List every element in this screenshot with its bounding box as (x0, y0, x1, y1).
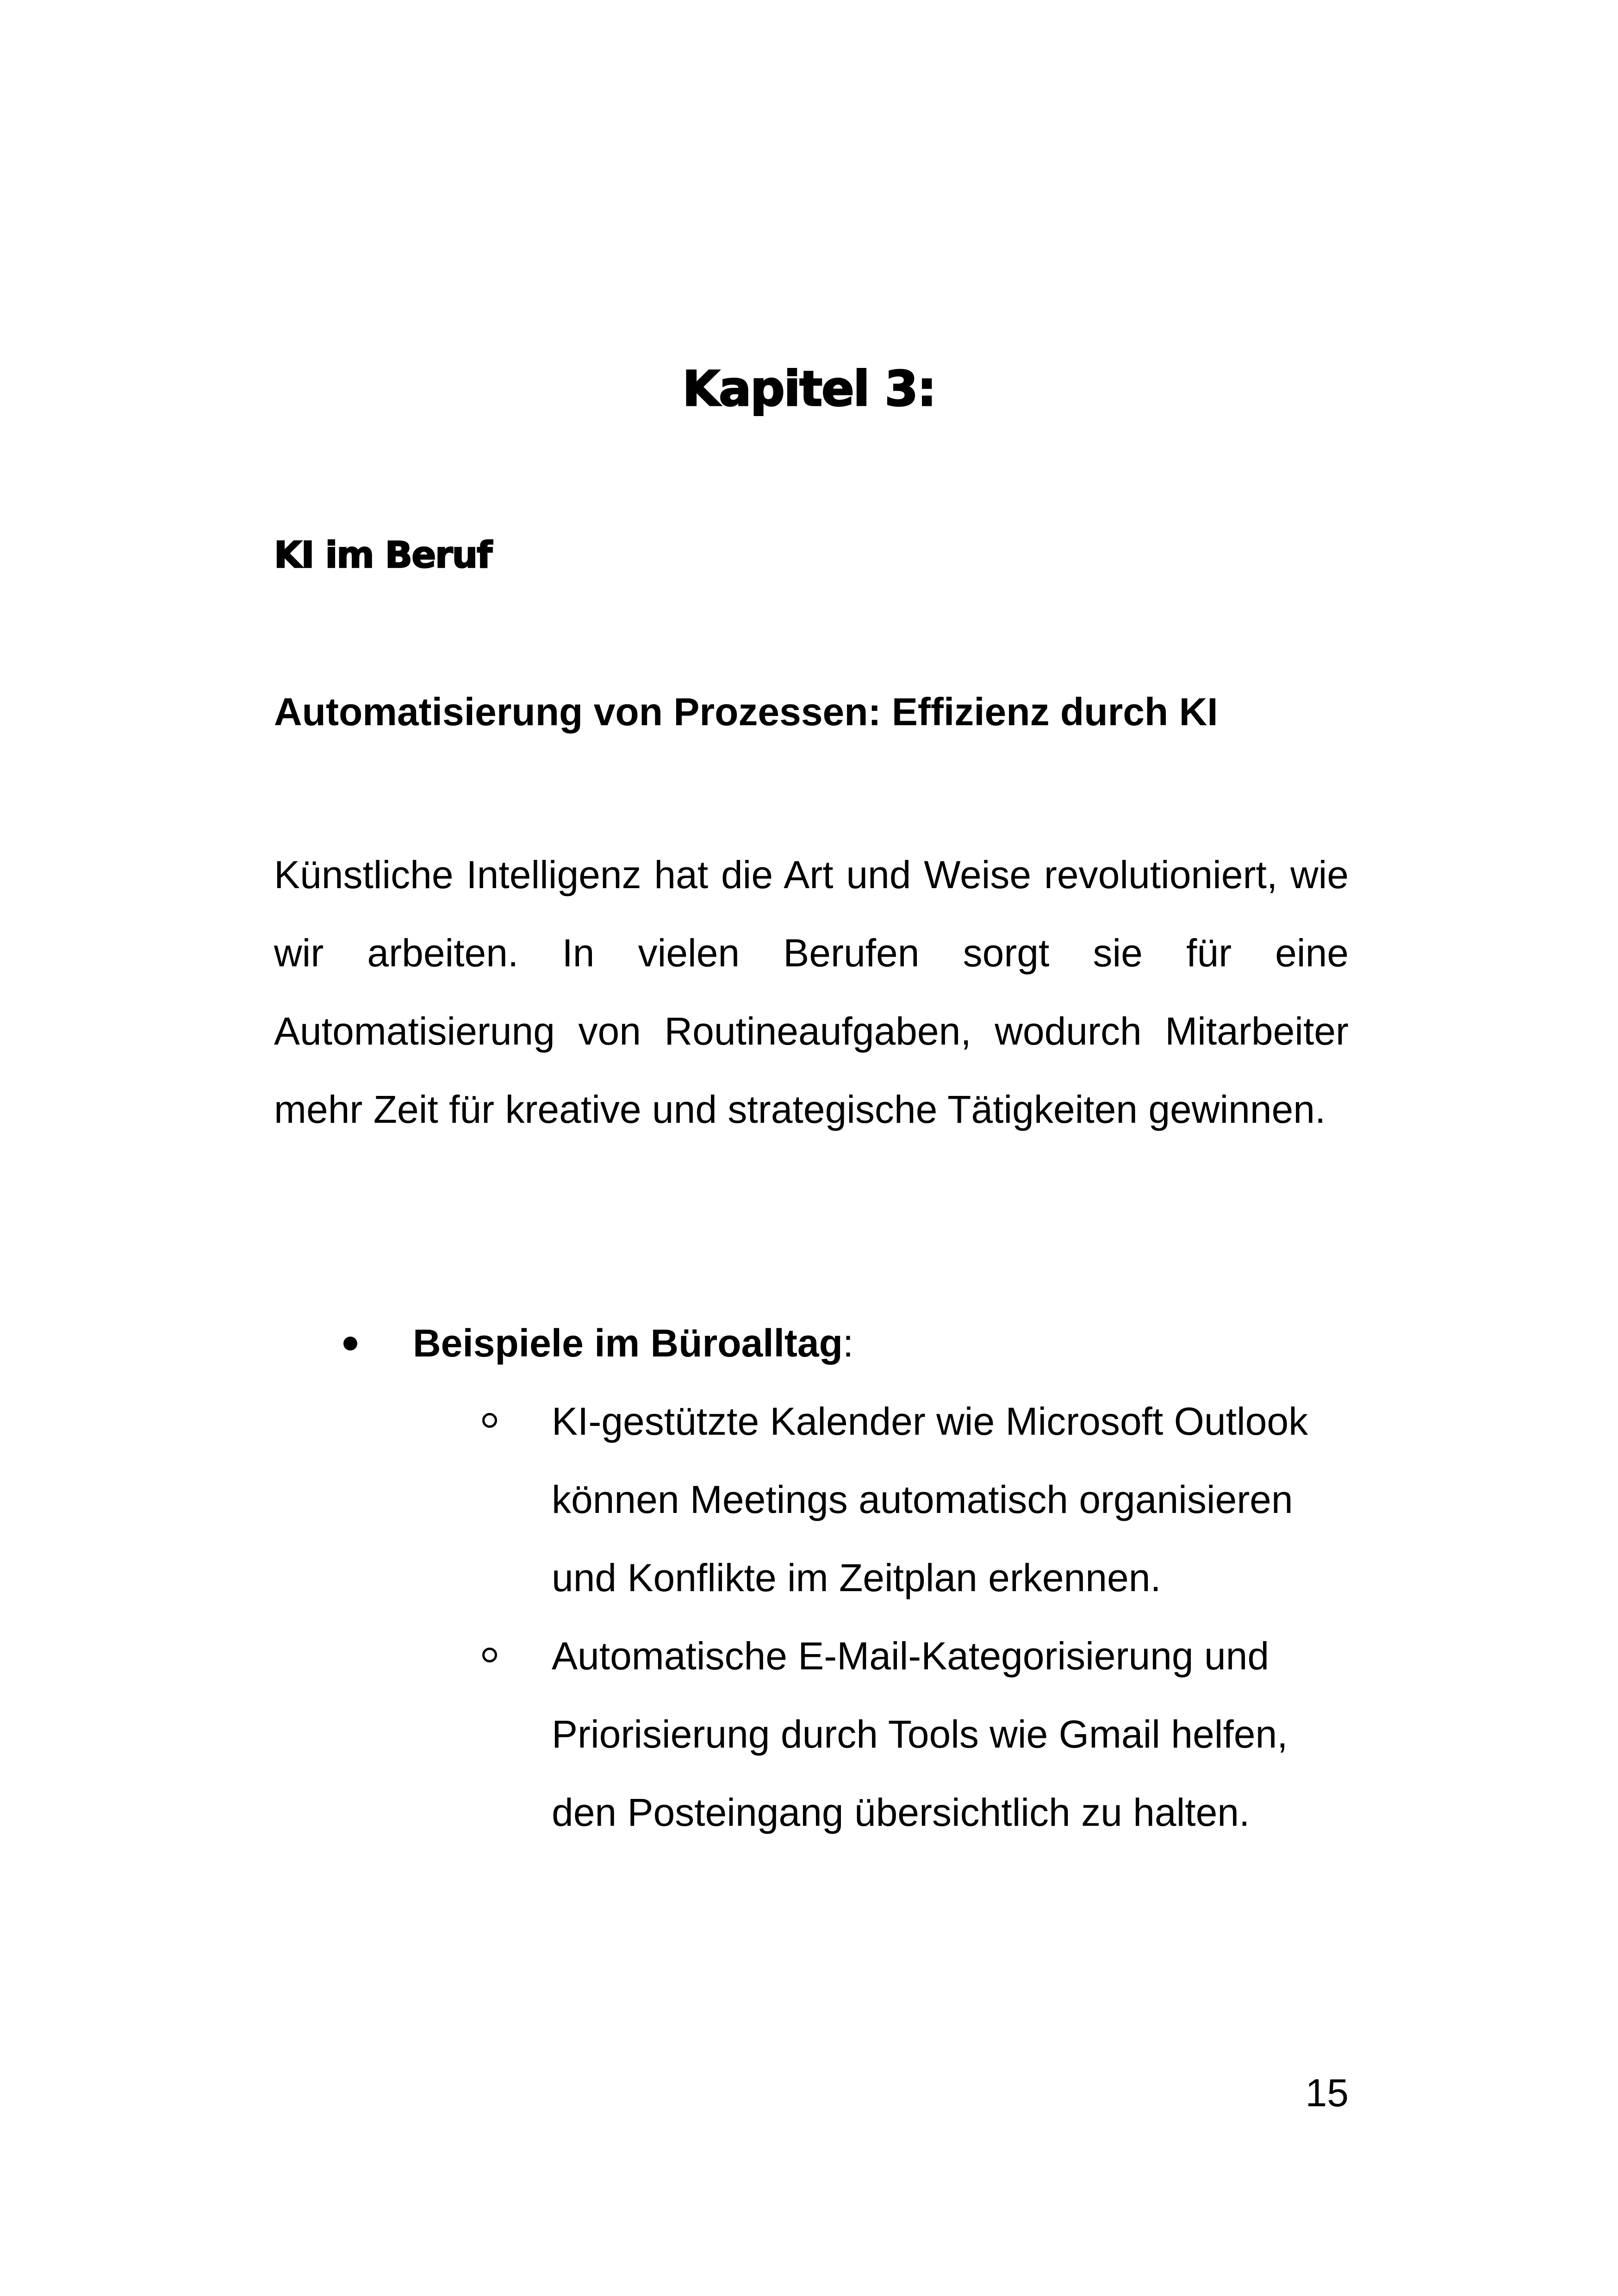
chapter-title: Kapitel 3: (682, 361, 936, 417)
bullet-label-suffix: : (842, 1321, 854, 1365)
page-number: 15 (1305, 2071, 1349, 2115)
body-paragraph: Künstliche Intelligenz hat die Art und Weise revolutioniert, wie wir arbeiten. In vielen Berufen sorgt sie für eine Automatisierung von Routineaufgaben, wodurch Mitarbeiter mehr Zeit für kreative und strategische Tätigkeiten gewinnen. (274, 853, 1349, 1131)
bullet-item (274, 1304, 1349, 1852)
subsection-title: Automatisierung von Prozessen: Effizienz durch KI (274, 690, 1218, 734)
section-title: KI im Beruf (274, 535, 492, 576)
bullet-list (274, 1304, 1349, 1852)
bullet-label: Beispiele im Büroalltag (413, 1321, 843, 1365)
hollow-circle-bullet-icon (482, 1413, 497, 1428)
sub-item-text: Automatische E-Mail-Kategorisierung und Priorisierung durch Tools wie Gmail helfen, den Posteingang übersichtlich zu halten. (552, 1634, 1288, 1834)
hollow-circle-bullet-icon (482, 1648, 497, 1662)
bullet-dot-icon (343, 1337, 357, 1350)
sub-list-item (413, 1382, 1311, 1617)
sub-list-item (413, 1617, 1311, 1852)
sub-list (413, 1382, 1349, 1852)
sub-item-text: KI-gestützte Kalender wie Microsoft Outlook können Meetings automatisch organisieren und Konflikte im Zeitplan erkennen. (552, 1400, 1308, 1599)
